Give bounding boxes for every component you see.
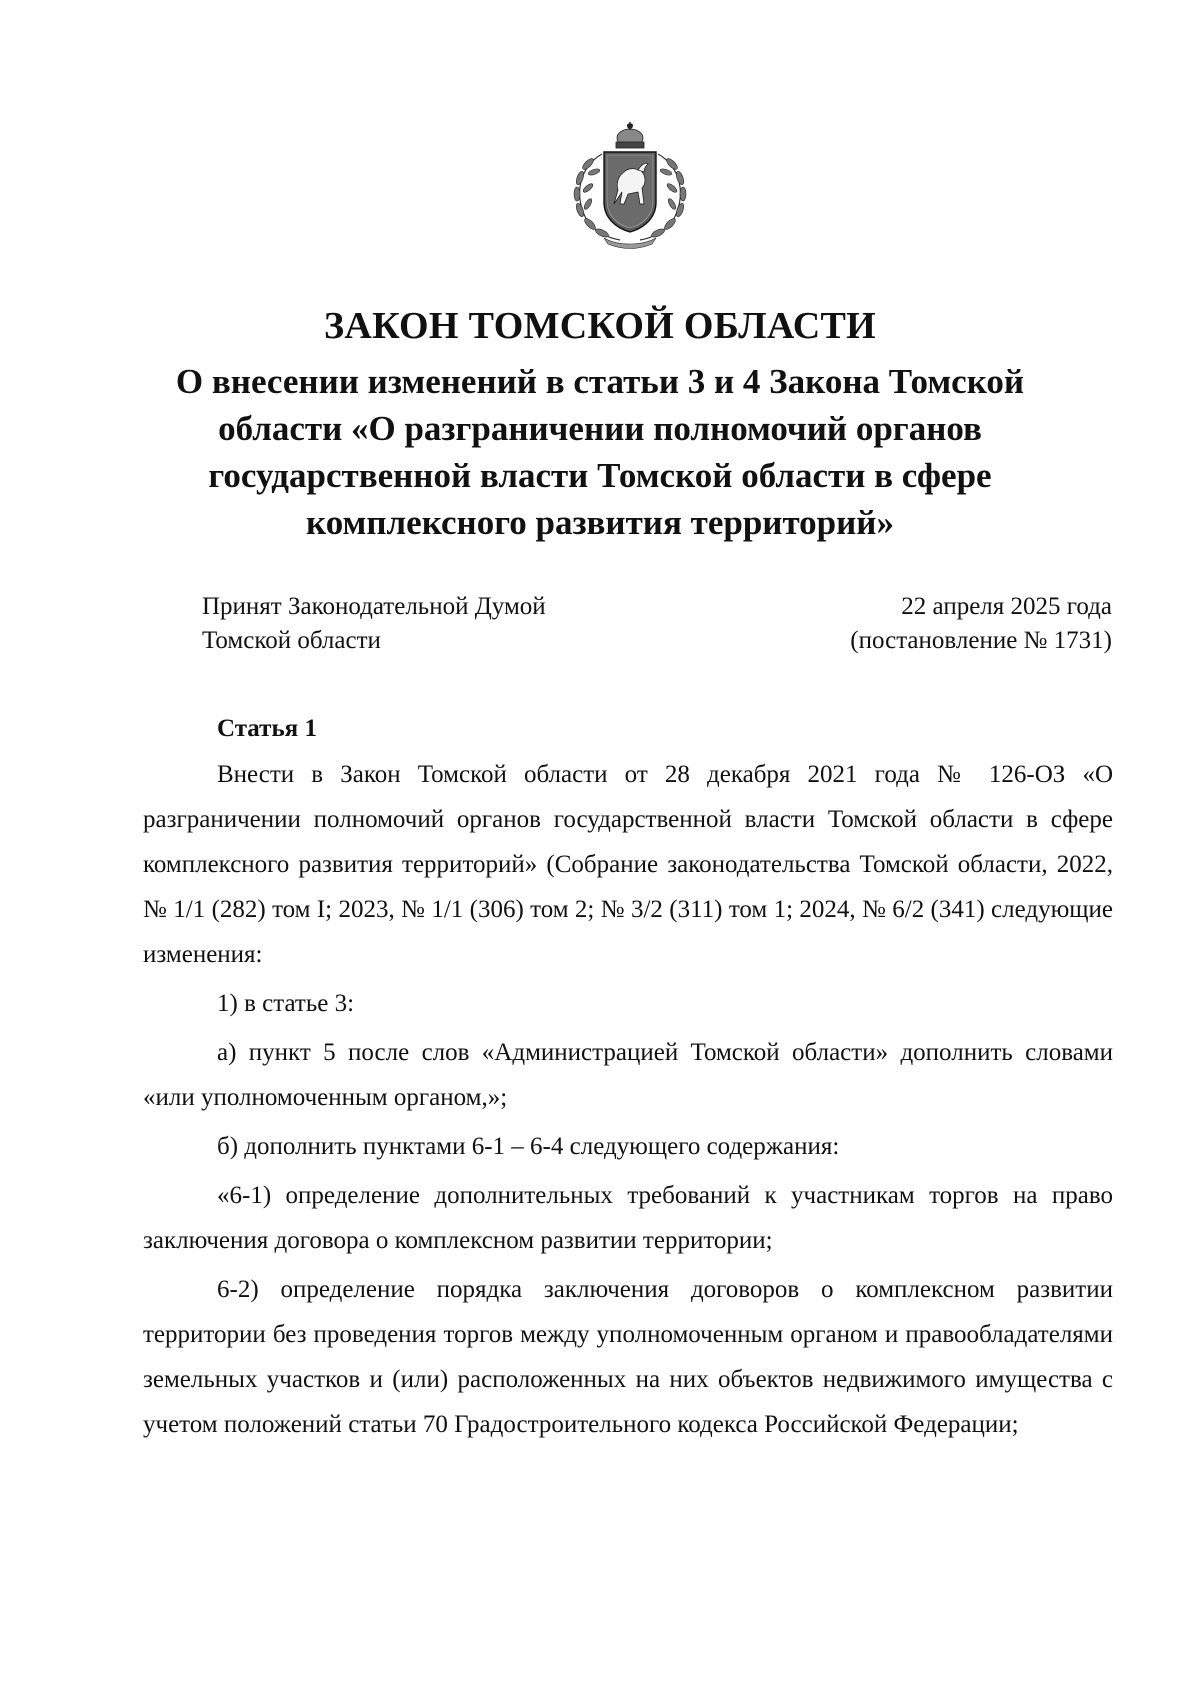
subtitle-line: области «О разграничении полномочий органов: [218, 409, 982, 448]
article-paragraph: 6-2) определение порядка заключения договоров о комплексном развитии территории без проведения торгов между уполномоченным органом и правообладателями земельных участков и (или) расположенных на них объектов недвижимого имущества с учетом положений статьи 70 Градостроительного кодекса Российской Федерации;: [143, 1276, 1113, 1438]
article-paragraph: б) дополнить пунктами 6-1 – 6-4 следующего содержания:: [217, 1133, 840, 1160]
subtitle-line: государственной власти Томской области в сфере: [208, 456, 992, 495]
law-subtitle: [150, 358, 1050, 546]
subtitle-line: О внесении изменений в статьи 3 и 4 Закона Томской: [175, 362, 1025, 401]
adoption-date-line: 22 апреля 2025 года: [901, 593, 1112, 620]
article-heading: Статья 1: [217, 715, 317, 742]
article-paragraph: а) пункт 5 после слов «Администрацией Томской области» дополнить словами «или уполномоченным органом,»;: [143, 1039, 1113, 1111]
article-paragraph: «6-1) определение дополнительных требований к участникам торгов на право заключения договора о комплексном развитии территории;: [143, 1182, 1113, 1254]
law-title: ЗАКОН ТОМСКОЙ ОБЛАСТИ: [324, 305, 876, 347]
adoption-body-line: Принят Законодательной Думой: [202, 593, 546, 620]
adoption-date: [850, 590, 1112, 658]
resolution-number: (постановление № 1731): [850, 627, 1112, 654]
article-paragraph: 1) в статье 3:: [217, 990, 355, 1017]
article-paragraph: Внести в Закон Томской области от 28 декабря 2021 года № 126-ОЗ «О разграничении полномочий органов государственной власти Томской области в сфере комплексного развития территорий» (Собрание законодательства Томской области, 2022, № 1/1 (282) том I; 2023, № 1/1 (306) том 2; № 3/2 (311) том 1; 2024, № 6/2 (341) следующие изменения:: [143, 761, 1113, 968]
article-body: [143, 752, 1113, 1447]
adoption-body-line: Томской области: [202, 627, 381, 654]
subtitle-line: комплексного развития территорий»: [306, 503, 894, 542]
tomsk-region-coat-of-arms-icon: [558, 118, 702, 250]
adoption-body: [202, 590, 546, 658]
